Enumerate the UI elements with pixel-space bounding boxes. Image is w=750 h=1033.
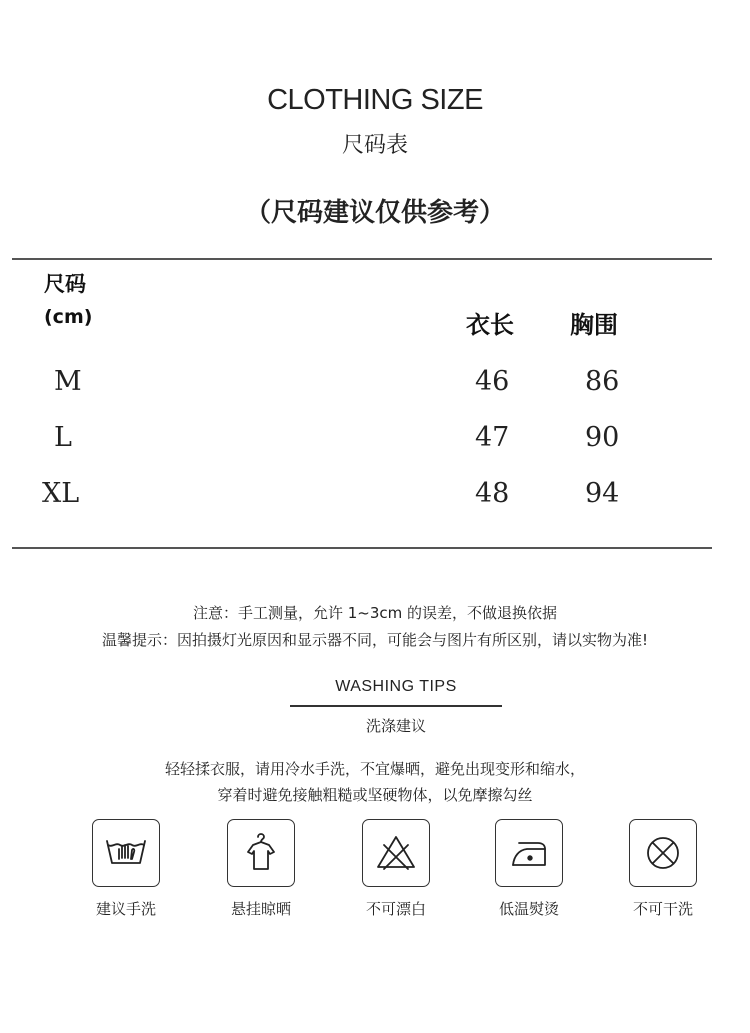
low-iron-label: 低温熨烫 xyxy=(498,900,559,918)
table-bottom-rule xyxy=(12,547,712,549)
size-cell-l: L xyxy=(54,422,72,453)
low-iron-icon xyxy=(495,819,563,887)
hang-dry-label: 悬挂晾晒 xyxy=(230,900,291,918)
page-title: CLOTHING SIZE xyxy=(267,84,483,116)
hand-wash-label: 建议手洗 xyxy=(95,900,156,918)
washing-tips-rule xyxy=(290,705,502,707)
washing-tips-subtitle: 洗涤建议 xyxy=(365,717,426,735)
no-dry-clean-icon xyxy=(629,819,697,887)
washing-description-2: 穿着时避免接触粗糙或坚硬物体，以免摩擦勾丝 xyxy=(217,786,533,804)
chest-cell-l: 90 xyxy=(585,422,620,453)
size-cell-xl: XL xyxy=(42,478,80,509)
hang-dry-icon xyxy=(227,819,295,887)
size-cell-m: M xyxy=(54,366,82,397)
washing-tips-title: WASHING TIPS xyxy=(335,678,457,695)
washing-description-1: 轻轻揉衣服，请用冷水手洗，不宜爆晒，避免出现变形和缩水， xyxy=(164,760,585,778)
size-reference-note: （尺码建议仅供参考） xyxy=(244,198,505,228)
color-disclaimer: 温馨提示：因拍摄灯光原因和显示器不同，可能会与图片有所区别，请以实物为准! xyxy=(101,631,649,649)
length-cell-l: 47 xyxy=(475,422,510,453)
no-bleach-label: 不可漂白 xyxy=(365,900,426,918)
measurement-note: 注意：手工测量，允许 1~3cm 的误差，不做退换依据 xyxy=(192,604,558,622)
length-cell-xl: 48 xyxy=(475,478,510,509)
table-top-rule xyxy=(12,258,712,260)
size-column-header: 尺码 xyxy=(44,272,86,296)
no-bleach-icon xyxy=(362,819,430,887)
no-dry-clean-label: 不可干洗 xyxy=(632,900,693,918)
length-cell-m: 46 xyxy=(475,366,510,397)
hand-wash-icon xyxy=(92,819,160,887)
unit-label: (cm) xyxy=(44,306,93,328)
chest-cell-m: 86 xyxy=(585,366,620,397)
chest-column-header: 胸围 xyxy=(570,311,618,339)
chest-cell-xl: 94 xyxy=(585,478,620,509)
length-column-header: 衣长 xyxy=(466,311,514,339)
page-subtitle: 尺码表 xyxy=(341,133,408,158)
